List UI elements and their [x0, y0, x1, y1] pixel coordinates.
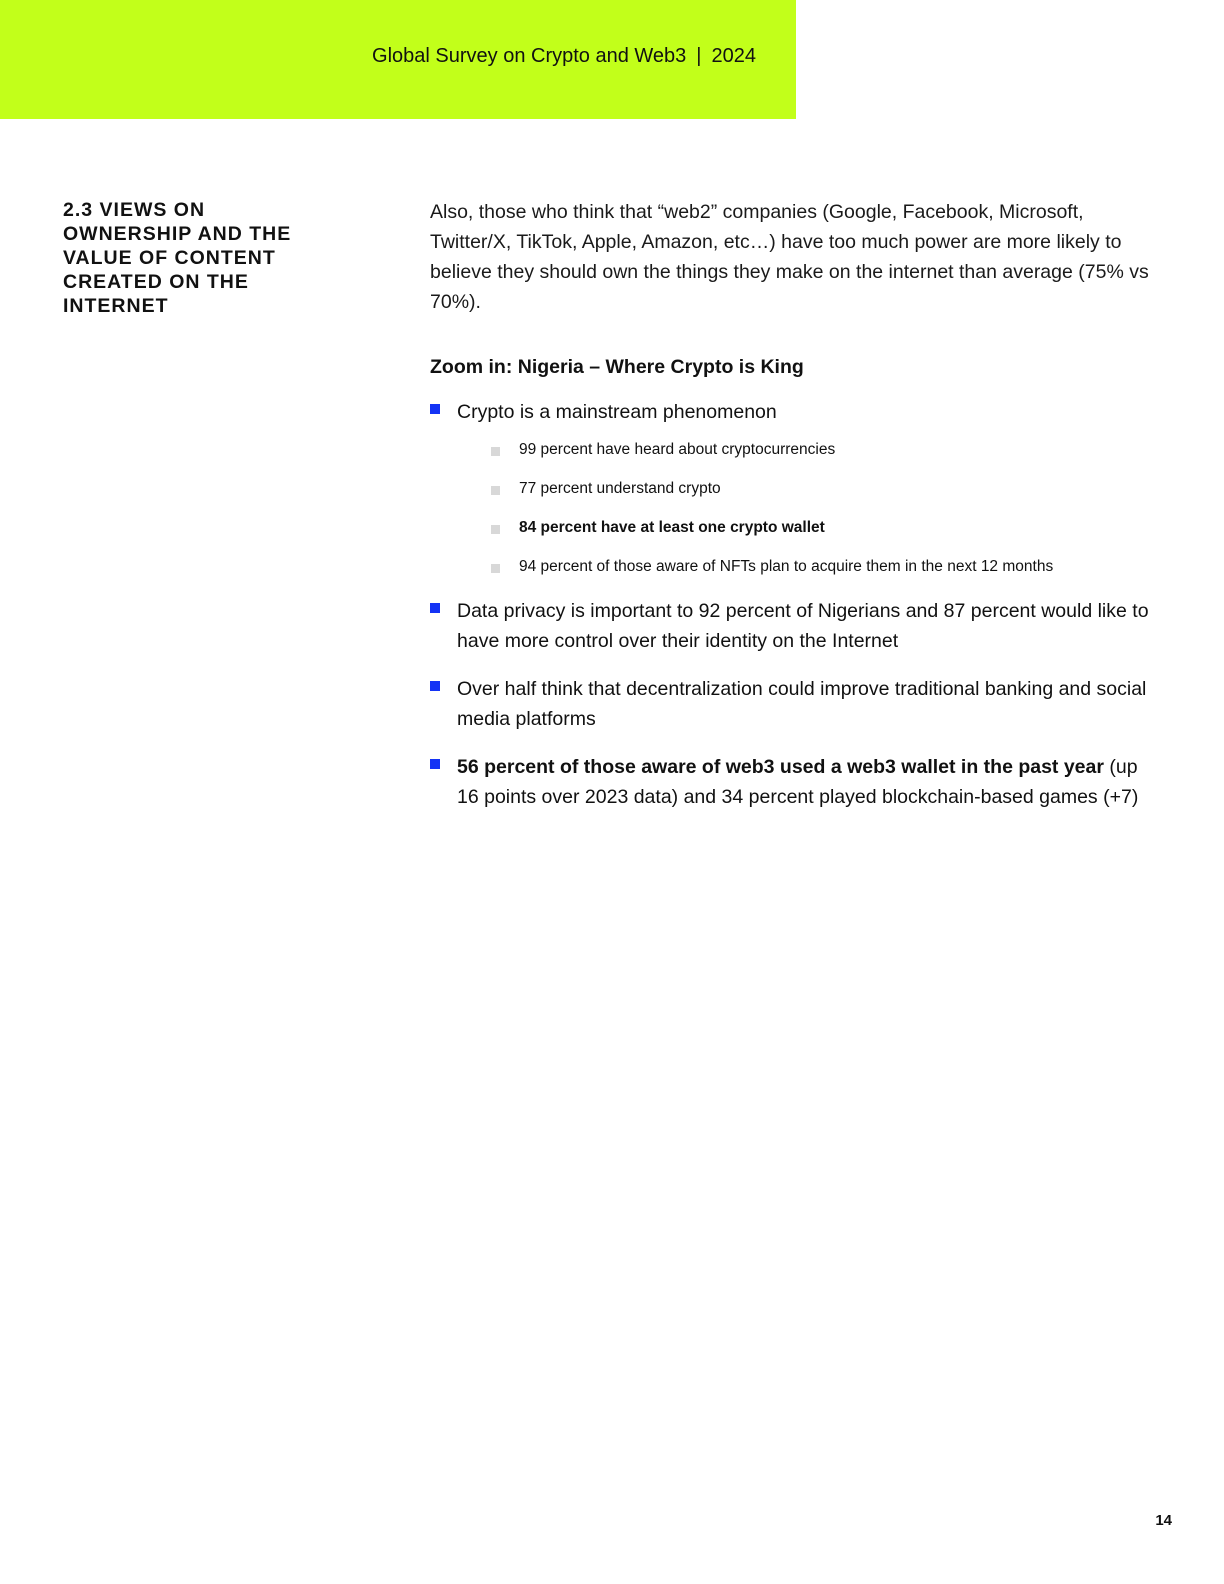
document-title: Global Survey on Crypto and Web3: [372, 45, 687, 67]
main-content: [430, 197, 1160, 812]
document-header: [372, 45, 756, 68]
list-item: [430, 674, 1160, 734]
sub-list-item: [465, 439, 1160, 461]
sub-bullet-square-icon: [491, 525, 500, 534]
sub-list-item-text: 99 percent have heard about cryptocurrencies: [519, 441, 836, 458]
section-title: 2.3 VIEWS ON OWNERSHIP AND THE VALUE OF CONTENT CREATED ON THE INTERNET: [63, 199, 292, 317]
sub-list-item-text: 84 percent have at least one crypto wallet: [519, 519, 825, 536]
bullet-square-icon: [430, 404, 440, 414]
sub-bullet-square-icon: [491, 564, 500, 573]
sub-list-item-text: 77 percent understand crypto: [519, 480, 721, 497]
sub-bullet-list: [465, 439, 1160, 578]
sub-list-item-text: 94 percent of those aware of NFTs plan to acquire them in the next 12 months: [519, 558, 1054, 575]
header-separator: |: [696, 45, 702, 67]
list-item-text: Over half think that decentralization could improve traditional banking and social media platforms: [457, 678, 1147, 730]
list-item-text: Crypto is a mainstream phenomenon: [457, 401, 777, 423]
page-number: 14: [1155, 1512, 1172, 1529]
sub-bullet-square-icon: [491, 486, 500, 495]
intro-paragraph: Also, those who think that “web2” companies (Google, Facebook, Microsoft, Twitter/X, TikTok, Apple, Amazon, etc…) have too much power are more likely to believe they should own the things they make on the internet than average (75% vs 70%).: [430, 201, 1149, 313]
bullet-square-icon: [430, 681, 440, 691]
list-item: [430, 752, 1160, 812]
list-item: [430, 397, 1160, 578]
bullet-list: [430, 397, 1160, 812]
list-item-text: (up 16 points over 2023 data) and 34 percent played blockchain-based games (+7): [457, 756, 1139, 808]
zoom-in-heading: Zoom in: Nigeria – Where Crypto is King: [430, 356, 804, 378]
sub-list-item: [465, 517, 1160, 539]
document-year: 2024: [711, 45, 756, 67]
sub-list-item: [465, 556, 1160, 578]
sub-list-item: [465, 478, 1160, 500]
list-item: [430, 596, 1160, 656]
list-item-bold-text: 56 percent of those aware of web3 used a web3 wallet in the past year: [457, 756, 1104, 778]
bullet-square-icon: [430, 603, 440, 613]
list-item-text: Data privacy is important to 92 percent of Nigerians and 87 percent would like to have more control over their identity on the Internet: [457, 600, 1149, 652]
header-band: [0, 0, 796, 119]
sub-bullet-square-icon: [491, 447, 500, 456]
bullet-square-icon: [430, 759, 440, 769]
